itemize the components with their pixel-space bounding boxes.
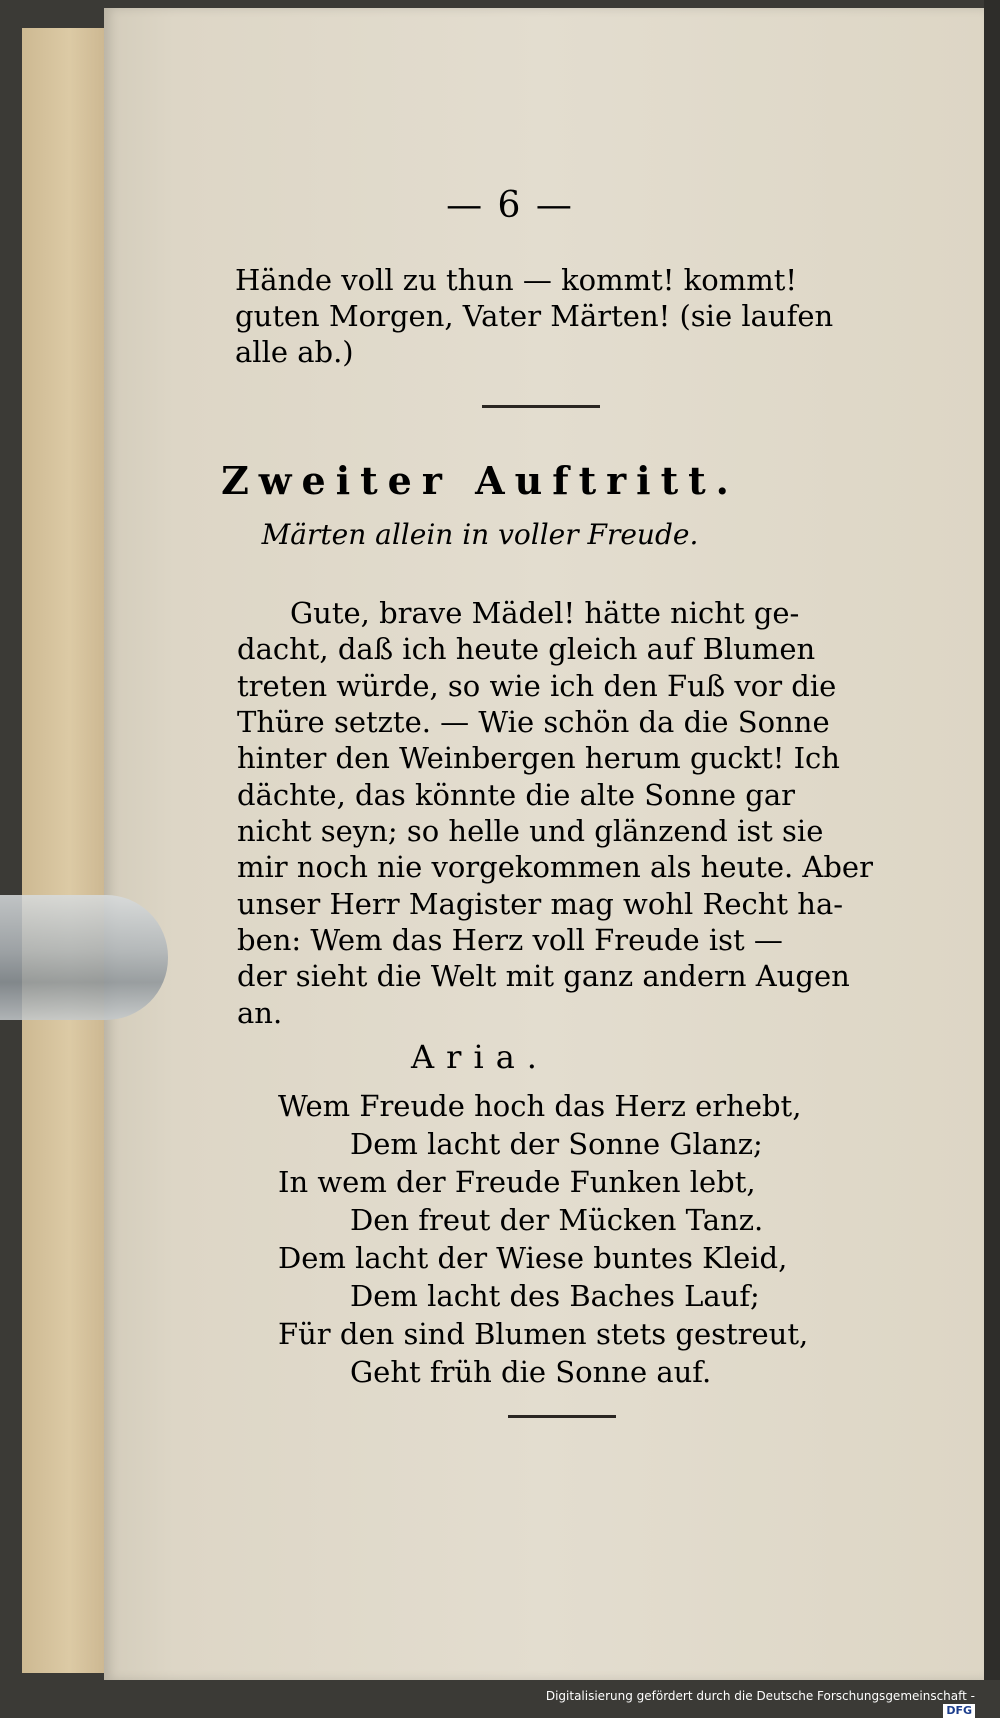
monologue-line-3: treten würde, so wie ich den Fuß vor die	[237, 669, 837, 703]
aria-line-1: Wem Freude hoch das Herz erhebt,	[278, 1089, 802, 1123]
page-shadow-edge	[984, 0, 1000, 1680]
monologue-line-4: Thüre setzte. — Wie schön da die Sonne	[237, 705, 830, 739]
aria-line-8: Geht früh die Sonne auf.	[350, 1355, 712, 1389]
aria-line-3: In wem der Freude Funken lebt,	[278, 1165, 756, 1199]
credit-text: Digitalisierung gefördert durch die Deutsche Forschungsgemeinschaft -	[545, 1689, 975, 1703]
book-spine-edge	[22, 28, 108, 1673]
end-divider	[508, 1415, 616, 1418]
digitization-credit	[520, 1689, 975, 1718]
monologue-line-1: Gute, brave Mädel! hätte nicht ge-	[290, 596, 800, 630]
aria-line-2: Dem lacht der Sonne Glanz;	[350, 1127, 763, 1161]
aria-title: Aria.	[411, 1038, 549, 1076]
page-number: — 6 —	[446, 185, 574, 226]
monologue-line-11: der sieht die Welt mit ganz andern Augen	[237, 959, 850, 993]
scene-subheading: Märten allein in voller Freude.	[261, 518, 699, 551]
monologue-line-2: dacht, daß ich heute gleich auf Blumen	[237, 632, 816, 666]
section-divider	[482, 405, 600, 408]
aria-line-5: Dem lacht der Wiese buntes Kleid,	[278, 1241, 788, 1275]
monologue-line-9: unser Herr Magister mag wohl Recht ha-	[237, 887, 844, 921]
scene-heading: Zweiter Auftritt.	[221, 458, 739, 503]
monologue-line-8: mir noch nie vorgekommen als heute. Aber	[237, 850, 873, 884]
monologue-line-7: nicht seyn; so helle und glänzend ist sie	[237, 814, 824, 848]
continuation-line-1: Hände voll zu thun — kommt! kommt!	[235, 263, 798, 297]
dfg-logo: DFG	[943, 1704, 975, 1718]
aria-line-6: Dem lacht des Baches Lauf;	[350, 1279, 760, 1313]
monologue-line-10: ben: Wem das Herz voll Freude ist —	[237, 923, 783, 957]
monologue-line-12: an.	[237, 996, 283, 1030]
page-holder-clip	[0, 895, 168, 1020]
monologue-line-5: hinter den Weinbergen herum guckt! Ich	[237, 741, 840, 775]
monologue-line-6: dächte, das könnte die alte Sonne gar	[237, 778, 795, 812]
continuation-line-3: alle ab.)	[235, 335, 354, 369]
continuation-line-2: guten Morgen, Vater Märten! (sie laufen	[235, 299, 834, 333]
aria-line-7: Für den sind Blumen stets gestreut,	[278, 1317, 809, 1351]
aria-line-4: Den freut der Mücken Tanz.	[350, 1203, 764, 1237]
